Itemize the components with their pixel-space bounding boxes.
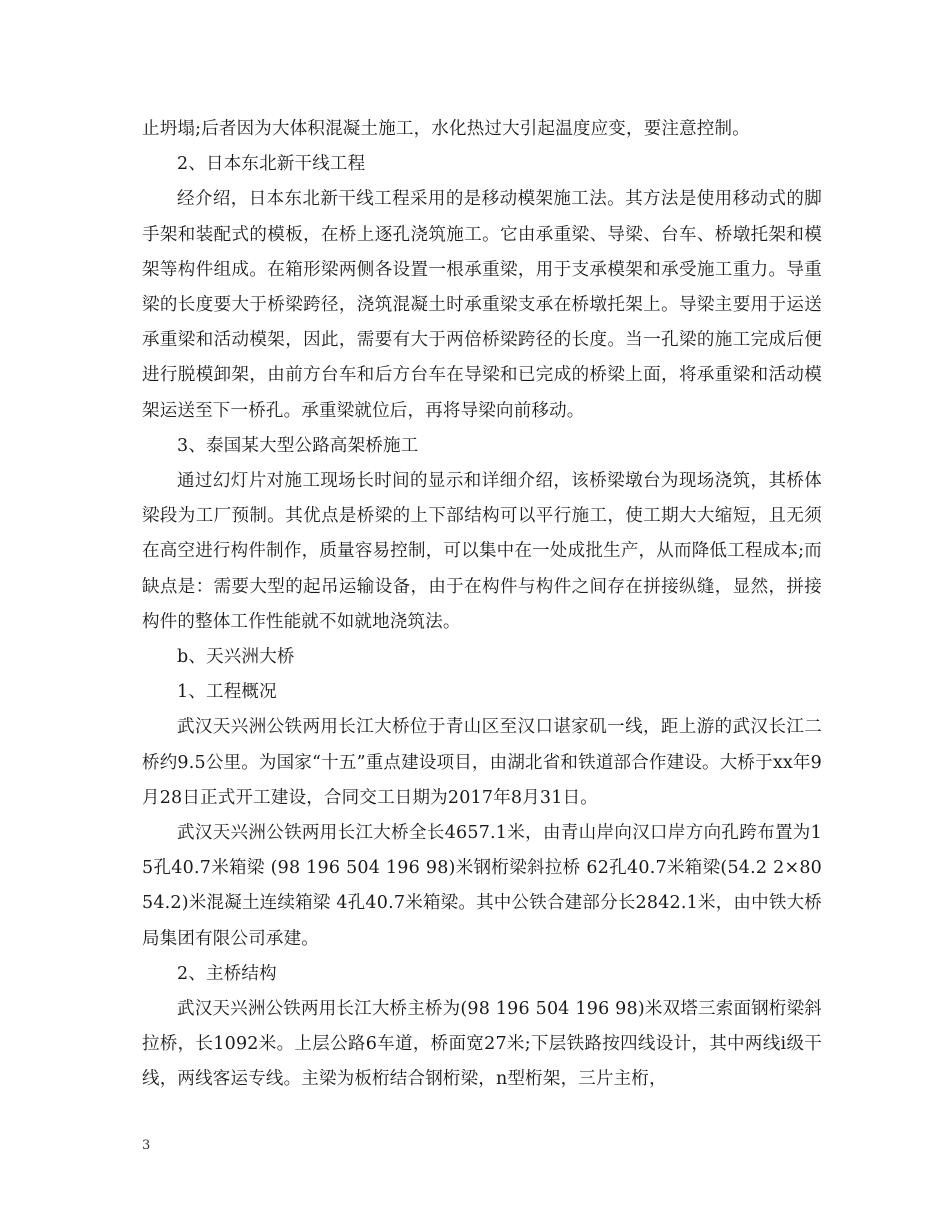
paragraph-main-bridge: 武汉天兴洲公铁两用长江大桥主桥为(98 196 504 196 98)米双塔三索面钢桁梁斜拉桥，长1092米。上层公路6车道，桥面宽27米;下层铁路按四线设计，其中两线i级干线，两线客运专线。主梁为板桁结合钢桁梁，n型桁架，三片主桁，: [142, 999, 822, 1090]
paragraph-moving-formwork: 经介绍，日本东北新干线工程采用的是移动模架施工法。其方法是使用移动式的脚手架和装配式的模板，在桥上逐孔浇筑施工。它由承重梁、导梁、台车、桥墩托架和模架等构件组成。在箱形梁两侧各设置一根承重梁，用于支承模架和承受施工重力。导重梁的长度要大于桥梁跨径，浇筑混凝土时承重梁支承在桥墩托架上。导梁主要用于运送承重梁和活动模架，因此，需要有大于两倍桥梁跨径的长度。当一孔梁的施工完成后便进行脱模卸架，由前方台车和后方台车在导梁和已完成的桥梁上面，将承重梁和活动模架运送至下一桥孔。承重梁就位后，再将导梁向前移动。: [142, 189, 822, 421]
section-heading-japan-shinkansen: 2、日本东北新干线工程: [177, 154, 366, 175]
section-heading-thailand-viaduct: 3、泰国某大型公路高架桥施工: [177, 435, 419, 456]
subsection-heading-main-structure: 2、主桥结构: [177, 963, 277, 984]
paragraph-precast-segments: 通过幻灯片对施工现场长时间的显示和详细介绍，该桥梁墩台为现场浇筑，其桥体梁段为工厂预制。其优点是桥梁的上下部结构可以平行施工，使工期大大缩短，且无须在高空进行构件制作，质量容易控制，可以集中在一处成批生产，从而降低工程成本;而缺点是：需要大型的起吊运输设备，由于在构件与构件之间存在拼接纵缝，显然，拼接构件的整体工作性能就不如就地浇筑法。: [142, 471, 822, 632]
subsection-heading-project-overview: 1、工程概况: [177, 682, 277, 703]
paragraph-bridge-length: 武汉天兴洲公铁两用长江大桥全长4657.1米，由青山岸向汉口岸方向孔跨布置为15孔40.7米箱梁 (98 196 504 196 98)米钢桁梁斜拉桥 62孔40.7米箱梁(54.2 2×80 54.2)米混凝土连续箱梁 4孔40.7米箱梁。其中公铁合建部分长2842.1米，由中铁大桥局集团有限公司承建。: [142, 823, 822, 949]
section-heading-tianxingzhou-bridge: b、天兴洲大桥: [177, 647, 295, 668]
paragraph-continuation: 止坍塌;后者因为大体积混凝土施工，水化热过大引起温度应变，要注意控制。: [142, 119, 750, 139]
document-body: [142, 112, 822, 1098]
paragraph-bridge-location: 武汉天兴洲公铁两用长江大桥位于青山区至汉口谌家矶一线，距上游的武汉长江二桥约9.5公里。为国家“十五”重点建设项目，由湖北省和铁道部合作建设。大桥于xx年9月28日正式开工建设，合同交工日期为2017年8月31日。: [142, 717, 822, 808]
page-number: 3: [142, 1138, 151, 1153]
